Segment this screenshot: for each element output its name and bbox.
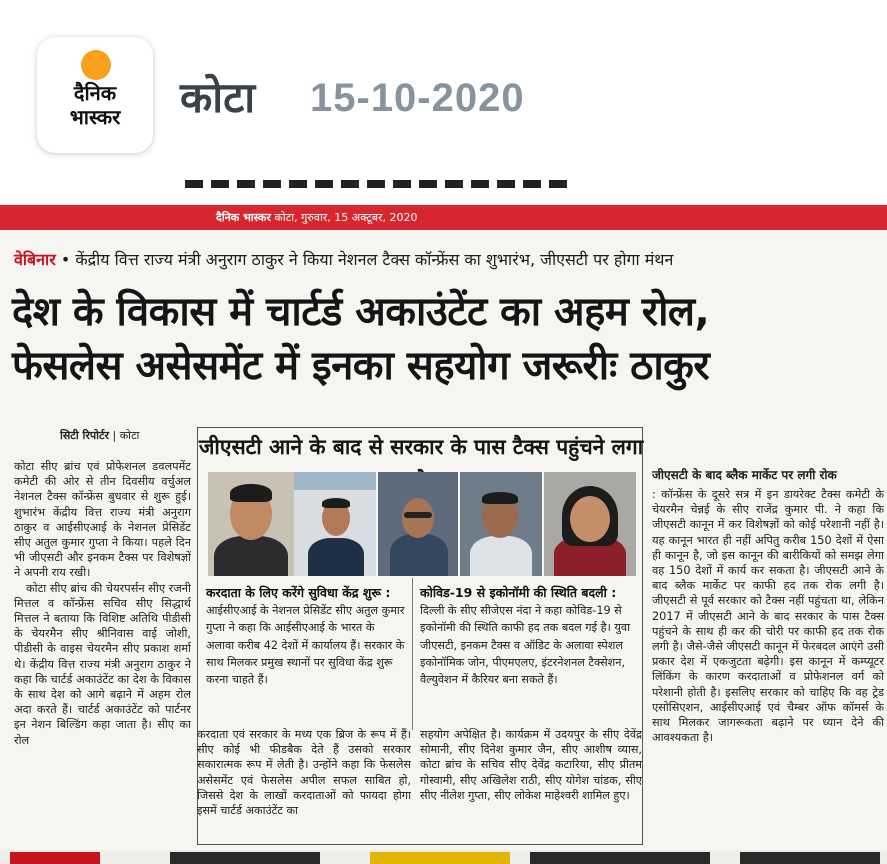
photo-anurag-thakur — [208, 472, 294, 576]
page-top-bar — [0, 205, 887, 230]
logo-line-2: भास्कर — [69, 105, 121, 129]
app-header — [0, 0, 887, 186]
photo-video-call-speaker-1 — [294, 472, 376, 576]
box-title: जीएसटी आने के बाद से सरकार के पास टैक्स पहुंचने लगा — [198, 435, 644, 459]
byline-place: कोटा — [119, 429, 140, 442]
box-story1-heading: करदाता के लिए करेंगे सुविधा केंद्र शुरू : — [206, 585, 391, 600]
byline-reporter: सिटी रिपोर्टर — [60, 429, 109, 442]
photo-video-call-speaker-4 — [544, 472, 636, 576]
newspaper-clipping[interactable] — [0, 205, 887, 864]
right-subhead: जीएसटी के बाद ब्लैक मार्केट पर लगी रोक — [652, 468, 837, 482]
next-article-strip — [0, 850, 887, 864]
left-para-2: कोटा सीए ब्रांच की चेयरपर्सन सीए रजनी मित्तल व कॉन्फ्रेंस सचिव सीए सिद्धार्थ मित्तल ने बताया कि विशिष्ट अतिथि पीडीसी के चेयरमैन सीए श्रीनिवास वाई जोशी, पीडीसी के वाइस चेयरमैन सीए प्रकाश शर्मा थे। केंद्रीय वित्त राज्य मंत्री अनुराग ठाकुर ने कहा कि चार्टर्ड अकाउंटेंट का देश के विकास के साथ देश को आगे बढ़ाने में अहम रोल अदा करते हैं। चार्टर्ड अकाउंटेंट को पार्टनर इन नेशन बिल्डिंग कहा जाता है। सीए का रोल — [14, 581, 191, 747]
box-story2-text: दिल्ली के सीए सीजेएस नंदा ने कहा कोविड-19 से इकोनॉमी की स्थिति काफी हद तक बदल गई है। युवा जीएसटी, इनकम टैक्स व ऑडिट के अलावा स्पेशल इकोनॉमिक जोन, पीएमएलए, इंटरनेशनल टैक्सेशन, वैल्युवेशन में कैरियर बना सकते हैं। — [420, 604, 630, 687]
lower-middle-column-2: सहयोग अपेक्षित है। कार्यक्रम में उदयपुर के सीए देवेंद्र सोमानी, सीए दिनेश कुमार जैन, सीए आशीष व्यास, कोटा ब्रांच के सचिव सीए देवेंद्र कटारिया, सीए प्रीतम गोस्वामी, सीए अखिलेश राठी, सीए योगेश चांडक, सीए सीए नीलेश गुप्ता, सीए लोकेश माहेश्वरी शामिल हुए। — [420, 728, 642, 802]
paper-brand: दैनिक भास्कर — [216, 211, 271, 224]
kicker-text: • केंद्रीय वित्त राज्य मंत्री अनुराग ठाकुर ने किया नेशनल टैक्स कॉन्फ्रेंस का शुभारंभ, जीएसटी पर होगा मंथन — [55, 250, 674, 269]
dainik-bhaskar-logo[interactable] — [37, 37, 153, 153]
photo-video-call-speaker-3 — [460, 472, 542, 576]
headline-line-1: देश के विकास में चार्टर्ड अकाउंटेंट का अहम रोल, — [12, 289, 710, 335]
sun-logo-icon — [81, 50, 111, 80]
headline — [12, 285, 884, 393]
box-column-divider — [412, 578, 413, 730]
right-body: : कॉन्फ्रेंस के दूसरे सत्र में इन डायरेक्ट टैक्स कमेटी के चेयरमैन चेन्नई के सीए राजेंद्र कुमार पी. ने कहा कि जीएसटी कानून में कर विशेषज्ञों को कोई परेशानी नहीं है। यह कानून भारत ही नहीं अपितु करीब 150 देशों में ऐसा ही कानून है, जो इस कानून की बारीकियों को समझ लेगा वह 150 देशों में कार्य कर सकता है। जीएसटी आने के बाद ब्लैक मार्केट पर काफी हद तक रोक लगी है। जीएसटी से पूर्व सरकार को टैक्स नहीं पहुंचता था, लेकिन 2017 में जीएसटी आने के बाद सरकार के पास टैक्स पहुंचने के साथ ही कर की चोरी पर काफी हद तक रोक लगी है। जैसे-जैसे जीएसटी कानून में फेरबदल आएंगे उसी प्रकार देश में एकजुटता बढ़ेगी। इस कानून में कम्प्यूटर लिंकिंग के कारण करदाताओं व प्रोफेशनल वर्ग को परेशानी होती है। इसलिए सरकार को चाहिए कि वह ट्रेड एसोसिएशन, आईसीएआई एवं चैम्बर ऑफ कॉमर्स के साथ मिलकर जागरूकता बढ़ाने पर ध्यान देने की आवश्यकता है। — [652, 488, 884, 745]
logo-line-1: दैनिक — [73, 81, 117, 105]
clipped-text-strip — [185, 180, 575, 188]
photo-video-call-speaker-2 — [378, 472, 458, 576]
right-column — [652, 467, 884, 853]
kicker-line — [14, 249, 884, 271]
edition-city: कोटा — [180, 73, 256, 122]
kicker-tag: वेबिनार — [14, 250, 56, 269]
byline: सिटी रिपोर्टर | कोटा — [60, 429, 140, 442]
left-column — [14, 459, 191, 849]
headline-line-2: फेसलेस असेसमेंट में इनका सहयोग जरूरीः ठाकुर — [12, 343, 710, 389]
box-story2-heading: कोविड-19 से इकोनॉमी की स्थिति बदली : — [420, 585, 617, 600]
lower-middle-column-1: करदाता एवं सरकार के मध्य एक ब्रिज के रूप में हैं। सीए कोई भी फीडबैक देते हैं उसको सरकार सकारात्मक रूप में लेती है। उन्होंने कहा कि फेसलेस असेसमेंट एवं फेसलेस अपील सफल साबित हो, जिससे देश के लाखों करदाताओं को फायदा होगा इसमें चार्टर्ड अकाउंटेंट का — [197, 728, 411, 818]
box-story1-text: आईसीएआई के नेशनल प्रेसिडेंट सीए अतुल कुमार गुप्ता ने कहा कि आईसीएआई के भारत के अलावा करीब 42 देशों में कार्यालय हैं। सरकार के साथ मिलकर प्रमुख स्थानों पर सुविधा केंद्र शुरू करना चाहते हैं। — [206, 604, 405, 687]
paper-dateline: कोटा, गुरुवार, 15 अक्टूबर, 2020 — [274, 211, 418, 224]
left-para-1: कोटा सीए ब्रांच एवं प्रोफेशनल डवलपमेंट कमेटी की ओर से तीन दिवसीय वर्चुअल नेशनल टैक्स कॉन्फ्रेंस बुधवार से शुरू हुई। शुभारंभ केंद्रीय वित्त राज्य मंत्री अनुराग ठाकुर व आईसीएआई के नेशनल प्रेसिडेंट सीए अतुल कुमार गुप्ता ने किया। पहले दिन भी जीएसटी और इनकम टैक्स पर विशेषज्ञों ने अपनी राय रखी। — [14, 460, 191, 580]
edition-date: 15-10-2020 — [310, 76, 525, 120]
